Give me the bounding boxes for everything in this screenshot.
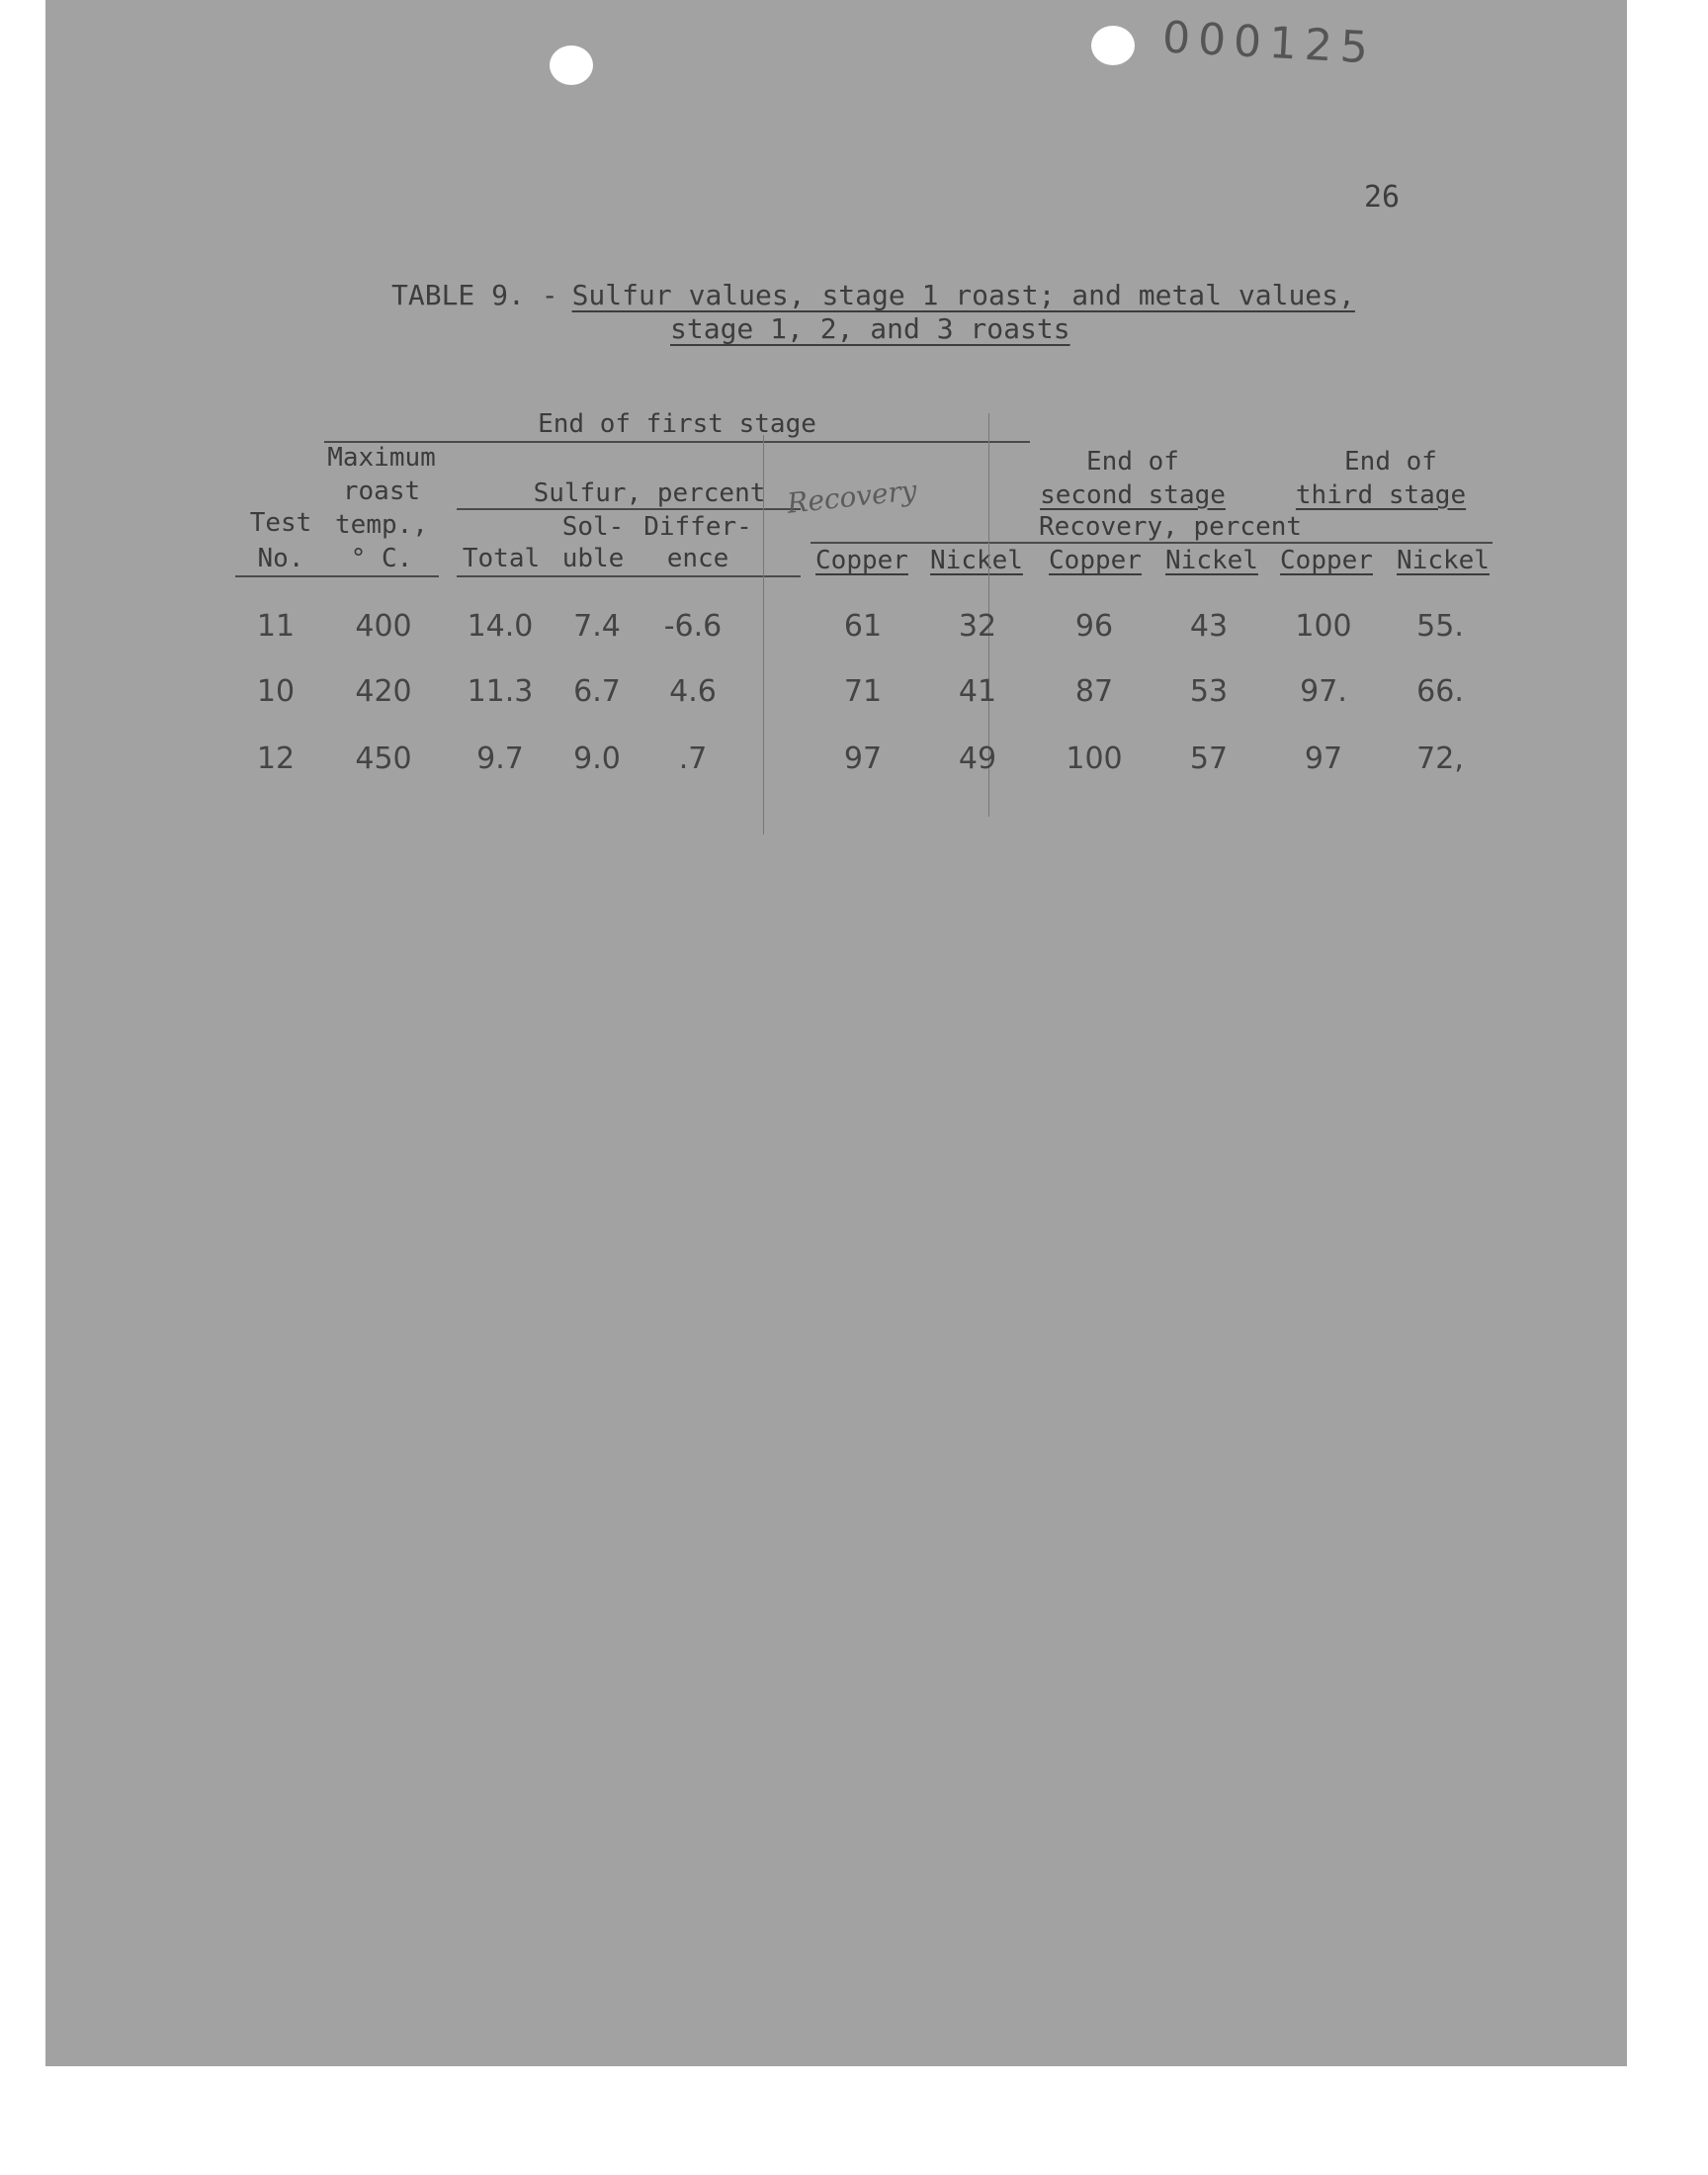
cell-temp: 420: [355, 674, 412, 709]
cell-total: 9.7: [476, 741, 524, 776]
title-line-2: stage 1, 2, and 3 roasts: [670, 312, 1070, 345]
cell-ni1: 41: [958, 674, 997, 709]
pencil-line-1: [763, 435, 764, 834]
header-test-1: Test: [249, 508, 312, 538]
header-soluble-1: Sol-: [561, 512, 625, 542]
cell-cu3: 100: [1295, 609, 1352, 644]
header-max-temp-3: temp.,: [335, 510, 428, 540]
cell-ni3: 72,: [1416, 741, 1464, 776]
cell-soluble: 6.7: [573, 674, 621, 709]
header-copper-2: Copper: [1049, 546, 1142, 575]
cell-difference: .7: [678, 741, 708, 776]
page-number: 26: [1364, 180, 1401, 215]
header-first-stage: End of first stage: [538, 409, 816, 439]
cell-temp: 450: [355, 741, 412, 776]
header-soluble-2: uble: [561, 544, 625, 573]
header-recovery-percent: Recovery, percent: [1038, 512, 1303, 542]
cell-test: 12: [256, 741, 296, 776]
header-max-temp-1: Maximum: [327, 443, 436, 473]
rule-recovery: [811, 542, 1493, 544]
cell-ni1: 32: [958, 609, 997, 644]
cell-temp: 400: [355, 609, 412, 644]
cell-ni2: 57: [1189, 741, 1229, 776]
header-test-2: No.: [257, 544, 304, 573]
cell-ni2: 53: [1189, 674, 1229, 709]
header-third-stage-1: End of: [1344, 447, 1437, 477]
cell-cu2: 96: [1074, 609, 1114, 644]
rule-max-temp: [324, 575, 439, 577]
cell-test: 11: [256, 609, 296, 644]
title-line-1: Sulfur values, stage 1 roast; and metal values,: [571, 279, 1355, 311]
header-second-stage-2: second stage: [1040, 480, 1226, 510]
stamp-number: 000125: [1160, 12, 1378, 74]
cell-cu1: 61: [843, 609, 883, 644]
header-total: Total: [462, 544, 541, 573]
cell-cu3: 97: [1304, 741, 1343, 776]
header-max-temp-2: roast: [342, 477, 421, 506]
header-copper-1: Copper: [815, 546, 908, 575]
header-sulfur-percent: Sulfur, percent: [533, 478, 766, 508]
cell-cu2: 100: [1066, 741, 1123, 776]
cell-soluble: 9.0: [573, 741, 621, 776]
cell-ni3: 55.: [1416, 609, 1464, 644]
punch-hole-left: [550, 45, 593, 85]
header-nickel-1: Nickel: [930, 546, 1023, 575]
header-max-temp-4: ° C.: [350, 544, 413, 573]
cell-cu2: 87: [1074, 674, 1114, 709]
title-lead: TABLE 9. -: [391, 279, 558, 311]
punch-hole-right: [1091, 26, 1135, 65]
cell-ni3: 66.: [1416, 674, 1464, 709]
cell-soluble: 7.4: [573, 609, 621, 644]
header-nickel-2: Nickel: [1165, 546, 1258, 575]
header-copper-3: Copper: [1280, 546, 1373, 575]
header-difference-2: ence: [666, 544, 729, 573]
header-third-stage-2: third stage: [1295, 480, 1467, 510]
handwritten-recovery-note: Recovery: [785, 474, 919, 520]
table-title: [391, 279, 1380, 346]
cell-ni1: 49: [958, 741, 997, 776]
cell-test: 10: [256, 674, 296, 709]
cell-total: 14.0: [467, 609, 534, 644]
cell-cu3: 97.: [1300, 674, 1347, 709]
rule-test: [235, 575, 326, 577]
cell-cu1: 71: [843, 674, 883, 709]
rule-sulfur-sub: [457, 575, 801, 577]
cell-difference: 4.6: [669, 674, 717, 709]
cell-ni2: 43: [1189, 609, 1229, 644]
document-page: [45, 0, 1627, 2066]
header-nickel-3: Nickel: [1397, 546, 1490, 575]
header-second-stage-1: End of: [1086, 447, 1179, 477]
header-difference-1: Differ-: [643, 512, 752, 542]
cell-cu1: 97: [843, 741, 883, 776]
rule-sulfur: [457, 508, 801, 510]
cell-total: 11.3: [467, 674, 534, 709]
cell-difference: -6.6: [663, 609, 723, 644]
